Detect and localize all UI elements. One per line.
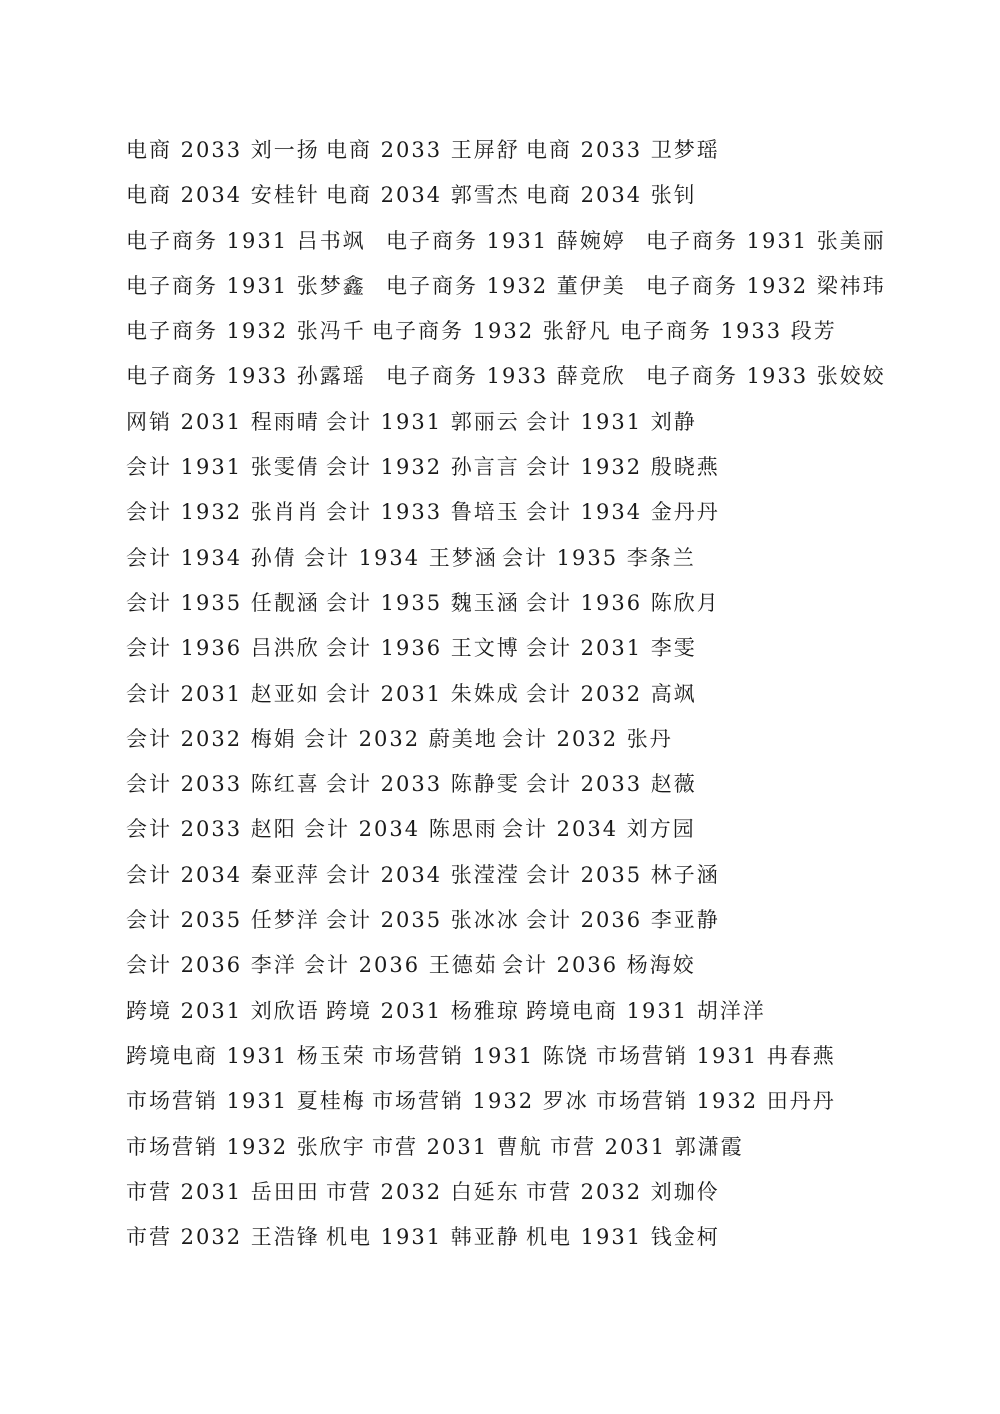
list-row [126,1125,906,1170]
list-entry: 会计 2036 李洋 [126,953,297,978]
list-row [126,536,906,581]
list-entry: 会计 2036 杨海姣 [502,953,696,978]
list-row [126,943,906,988]
list-entry: 会计 2034 刘方园 [502,817,696,842]
list-entry: 会计 2031 李雯 [526,636,697,661]
list-row [126,581,906,626]
list-row [126,672,906,717]
list-entry: 会计 2034 陈思雨 [304,817,498,842]
list-entry: 会计 2034 秦亚萍 [126,862,320,887]
list-entry: 市场营销 1931 冉春燕 [596,1043,836,1068]
list-row [126,1079,906,1124]
list-row [126,762,906,807]
list-entry: 电子商务 1933 孙露瑶 [126,364,366,389]
list-entry: 跨境电商 1931 杨玉荣 [126,1043,366,1068]
list-entry: 电子商务 1931 薛婉婷 [386,228,626,253]
list-entry: 会计 1931 张雯倩 [126,455,320,480]
list-entry: 电子商务 1932 张舒凡 [372,319,612,344]
list-entry: 会计 2032 梅娟 [126,726,297,751]
list-entry: 会计 2035 张冰冰 [326,908,520,933]
list-row [126,400,906,445]
list-entry: 会计 1936 吕洪欣 [126,636,320,661]
list-entry: 会计 1931 郭丽云 [326,409,520,434]
list-row [126,445,906,490]
list-entry: 电子商务 1933 张姣姣 [646,364,886,389]
list-entry: 会计 2032 高飒 [526,681,697,706]
list-entry: 市营 2032 王浩锋 [126,1225,320,1250]
list-entry: 会计 1932 孙言言 [326,455,520,480]
list-entry: 会计 1935 魏玉涵 [326,590,520,615]
list-entry: 跨境 2031 刘欣语 [126,998,320,1023]
list-entry: 会计 1932 殷晓燕 [526,455,720,480]
list-entry: 市营 2031 岳田田 [126,1179,320,1204]
list-entry: 网销 2031 程雨晴 [126,409,320,434]
list-row [126,626,906,671]
list-entry: 会计 2034 张滢滢 [326,862,520,887]
name-list [126,128,906,1260]
list-entry: 会计 1932 张肖肖 [126,500,320,525]
list-entry: 市场营销 1932 田丹丹 [596,1089,836,1114]
list-entry: 电子商务 1933 薛竞欣 [386,364,626,389]
list-entry: 会计 1935 任靓涵 [126,590,320,615]
list-entry: 电子商务 1931 张美丽 [646,228,886,253]
list-entry: 会计 1933 鲁培玉 [326,500,520,525]
list-entry: 电商 2034 安桂针 [126,183,320,208]
list-row [126,354,906,399]
list-row [126,989,906,1034]
list-row [126,1034,906,1079]
list-row [126,219,906,264]
list-entry: 会计 2036 李亚静 [526,908,720,933]
list-entry: 跨境 2031 杨雅琼 [326,998,520,1023]
list-entry: 电子商务 1931 张梦鑫 [126,273,366,298]
list-entry: 会计 1936 王文博 [326,636,520,661]
list-row [126,490,906,535]
list-entry: 会计 2032 蔚美地 [304,726,498,751]
list-row [126,853,906,898]
list-entry: 会计 2033 赵薇 [526,772,697,797]
list-entry: 市场营销 1932 张欣宇 [126,1134,366,1159]
list-row [126,898,906,943]
list-entry: 市营 2032 白延东 [326,1179,520,1204]
list-entry: 会计 2033 赵阳 [126,817,297,842]
list-entry: 电子商务 1932 梁祎玮 [646,273,886,298]
list-entry: 机电 1931 钱金柯 [526,1225,720,1250]
list-entry: 会计 2031 朱姝成 [326,681,520,706]
list-entry: 市场营销 1931 夏桂梅 [126,1089,366,1114]
list-entry: 会计 2033 陈静雯 [326,772,520,797]
list-entry: 电商 2034 郭雪杰 [326,183,520,208]
list-entry: 会计 1931 刘静 [526,409,697,434]
list-entry: 电子商务 1931 吕书飒 [126,228,366,253]
list-row [126,309,906,354]
list-row [126,807,906,852]
list-entry: 会计 1934 孙倩 [126,545,297,570]
list-row [126,264,906,309]
list-entry: 会计 1935 李条兰 [502,545,696,570]
list-entry: 市营 2032 刘珈伶 [526,1179,720,1204]
list-entry: 电子商务 1933 段芳 [620,319,837,344]
list-row [126,128,906,173]
list-entry: 会计 2036 王德茹 [304,953,498,978]
list-entry: 会计 2031 赵亚如 [126,681,320,706]
list-entry: 市场营销 1932 罗冰 [372,1089,589,1114]
list-entry: 市场营销 1931 陈饶 [372,1043,589,1068]
list-entry: 会计 2035 林子涵 [526,862,720,887]
list-entry: 电子商务 1932 董伊美 [386,273,626,298]
list-entry: 会计 2035 任梦洋 [126,908,320,933]
list-entry: 市营 2031 郭潇霞 [550,1134,744,1159]
list-entry: 会计 2032 张丹 [502,726,673,751]
list-row [126,1170,906,1215]
list-entry: 电子商务 1932 张冯千 [126,319,366,344]
list-entry: 电商 2033 刘一扬 [126,138,320,162]
list-entry: 机电 1931 韩亚静 [326,1225,520,1250]
list-entry: 电商 2034 张钊 [526,183,697,208]
list-entry: 跨境电商 1931 胡洋洋 [526,998,766,1023]
list-row [126,173,906,218]
list-entry: 电商 2033 卫梦瑶 [526,138,720,162]
list-entry: 会计 2033 陈红喜 [126,772,320,797]
list-row [126,1215,906,1260]
list-entry: 市营 2031 曹航 [372,1134,543,1159]
list-entry: 会计 1934 王梦涵 [304,545,498,570]
list-entry: 电商 2033 王屏舒 [326,138,520,162]
list-entry: 会计 1934 金丹丹 [526,500,720,525]
list-entry: 会计 1936 陈欣月 [526,590,720,615]
list-row [126,717,906,762]
